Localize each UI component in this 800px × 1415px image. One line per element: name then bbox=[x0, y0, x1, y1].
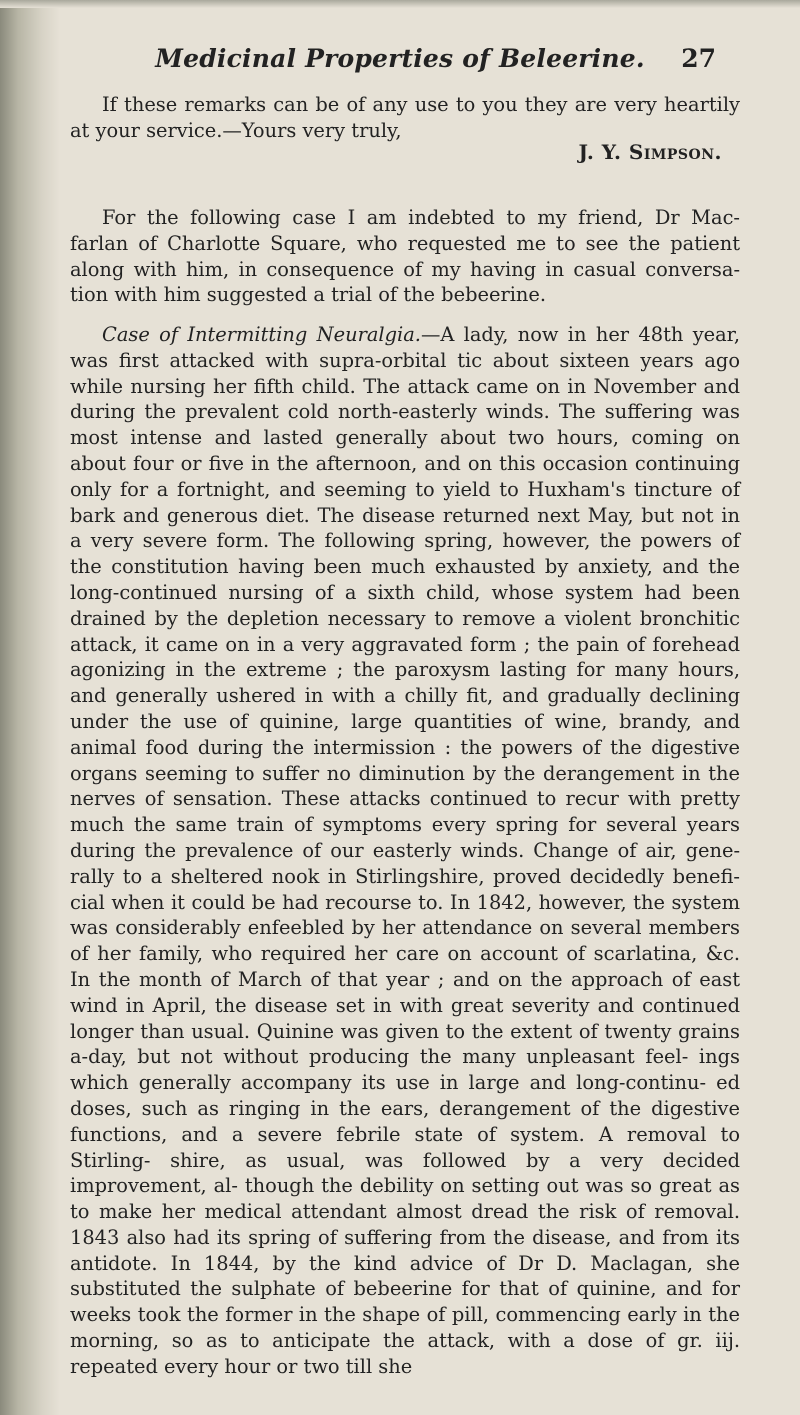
page-header bbox=[0, 44, 800, 84]
book-spine-shadow bbox=[0, 0, 60, 1415]
page-top-edge bbox=[0, 0, 800, 8]
signature: J. Y. Simpson. bbox=[578, 140, 722, 164]
letter-closing: If these remarks can be of any use to you they are very heartily at your service.—Yours very truly, bbox=[70, 93, 740, 142]
intro-paragraph: For the following case I am indebted to my friend, Dr Mac- farlan of Charlotte Square, who requested me to see the patient along with him, in consequence of my having in casual conversa- tion with him suggested a trial of the bebeerine. bbox=[70, 206, 740, 307]
case-title: Case of Intermitting Neuralgia. bbox=[102, 323, 421, 346]
page-number: 27 bbox=[681, 44, 716, 73]
case-paragraph bbox=[70, 322, 740, 1380]
running-title: Medicinal Properties of Beleerine. bbox=[155, 44, 645, 73]
case-text: —A lady, now in her 48th year, was first attacked with supra-orbital tic about sixteen years ago while nursing her fifth child. The attack came on in November and during the prevalent cold north-easterly winds. The suffering was most intense and lasted generally about two hours, coming on about four or five in the afternoon, and on this occasion continuing only for a fortnight, and seeming to yield to Huxham's tincture of bark and generous diet. The disease returned next May, but not in a very severe form. The following spring, however, the powers of the constitution having been much exhausted by anxiety, and the long-continued nursing of a sixth child, whose system had been drained by the depletion necessary to remove a violent bronchitic attack, it came on in a very aggravated form ; the pain of forehead agonizing in the extreme ; the paroxysm lasting for many hours, and generally ushered in with a chilly fit, and gradually declining under the use of quinine, large quantities of wine, brandy, and animal food during the intermission : the powers of the digestive organs seeming to suffer no diminution by the derangement in the nerves of sensation. These attacks continued to recur with pretty much the same train of symptoms every spring for several years during the prevalence of our easterly winds. Change of air, gene- rally to a sheltered nook in Stirlingshire, proved decidedly benefi- cial when it could be had recourse to. In 1842, however, the system was considerably enfeebled by her attendance on several members of her family, who required her care on account of scarlatina, &c. In the month of March of that year ; and on the approach of east wind in April, the disease set in with great severity and continued longer than usual. Quinine was given to the extent of twenty grains a-day, but not without producing the many unpleasant feel- ings which generally accompany its use in large and long-continu- ed doses, such as ringing in the ears, derangement of the digestive functions, and a severe febrile state of system. A removal to Stirling- shire, as usual, was followed by a very decided improvement, al- though the debility on setting out was so great as to make her medical attendant almost dread the risk of removal. 1843 also had its spring of suffering from the disease, and from its antidote. In 1844, by the kind advice of Dr D. Maclagan, she substituted the sulphate of bebeerine for that of quinine, and for weeks took the former in the shape of pill, commencing early in the morning, so as to anticipate the attack, with a dose of gr. iij. repeated every hour or two till she bbox=[70, 323, 740, 1378]
